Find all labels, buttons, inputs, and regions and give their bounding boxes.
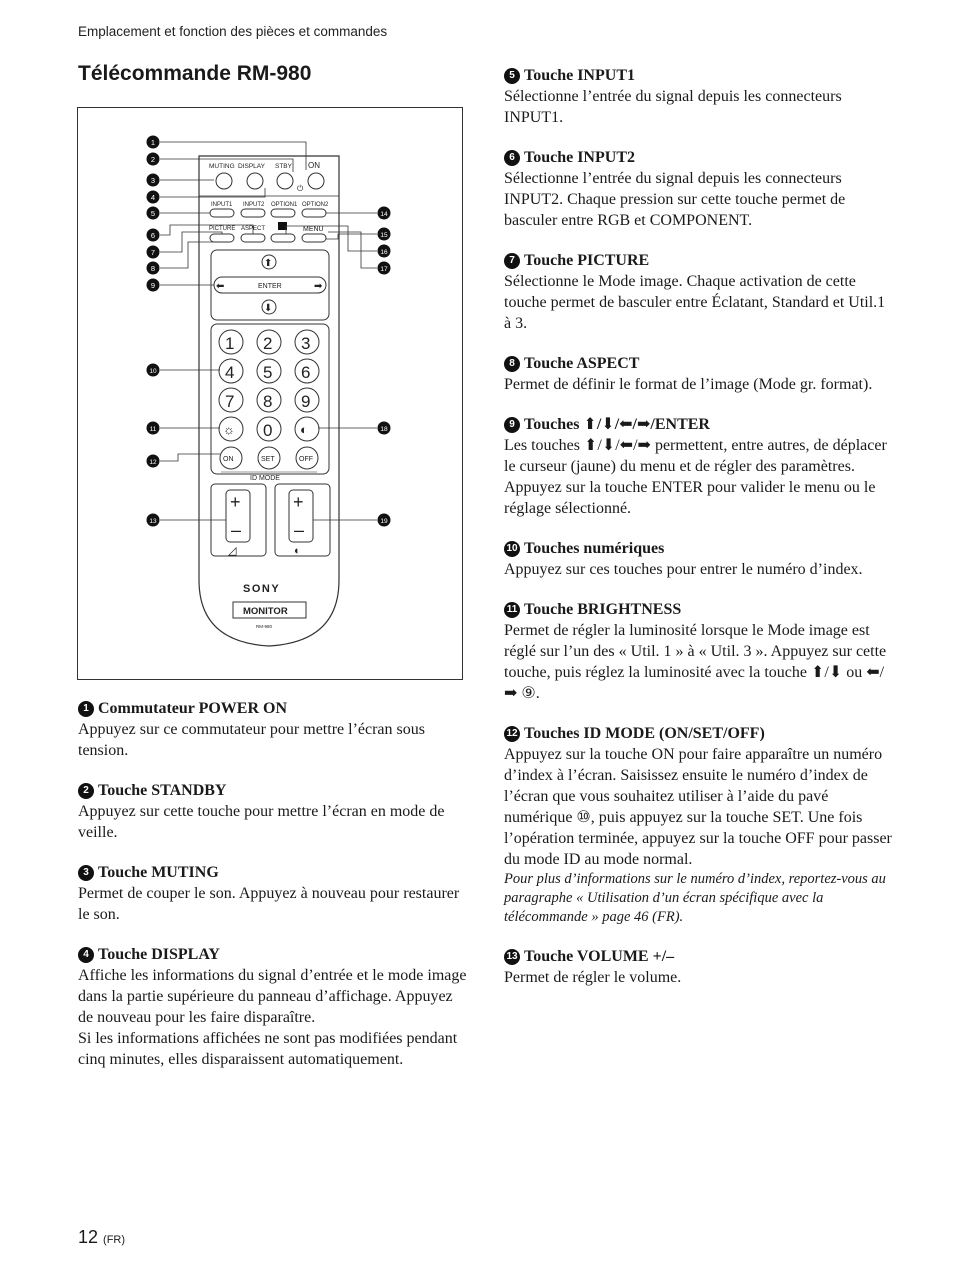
- digit-key: 8: [263, 392, 273, 411]
- page-number: [78, 1227, 125, 1248]
- item-standby: [78, 780, 470, 843]
- input1-label: INPUT1: [211, 202, 233, 208]
- svg-text:10: 10: [149, 368, 157, 375]
- item-title: Touche INPUT2: [524, 149, 635, 166]
- digit-key: 0: [263, 421, 273, 440]
- minus-icon: –: [294, 520, 305, 540]
- item-body: Les touches ⬆/⬇/⬅/➡ permettent, entre autres, de déplacer le curseur (jaune) du menu et de régler des paramètres. Appuyez sur la touche ENTER pour valider le menu ou le réglage sélectionné.: [504, 437, 887, 517]
- item-title: Touche BRIGHTNESS: [524, 601, 682, 618]
- option2-label: OPTION2: [302, 202, 329, 208]
- item-title: Touche INPUT1: [524, 67, 635, 84]
- item-title: Touche MUTING: [98, 864, 219, 881]
- svg-text:1: 1: [150, 138, 156, 147]
- section-title: Télécommande RM-980: [78, 62, 312, 85]
- digit-key: 4: [225, 363, 235, 382]
- svg-text:19: 19: [380, 518, 388, 525]
- digit-key: 9: [301, 392, 311, 411]
- item-aspect: [504, 353, 896, 395]
- item-number-badge: 10: [504, 541, 520, 557]
- model-label: RM-980: [256, 624, 273, 629]
- page-number-value: 12: [78, 1227, 99, 1247]
- svg-text:4: 4: [150, 193, 156, 202]
- item-display: [78, 944, 470, 1070]
- item-title: Touche ASPECT: [524, 355, 640, 372]
- on-label: ON: [308, 161, 320, 170]
- item-body: Sélectionne le Mode image. Chaque activation de cette touche permet de basculer entre Éclatant, Standard et Util.1 à 3.: [504, 273, 886, 332]
- item-volume: [504, 946, 896, 988]
- input1-button[interactable]: [210, 209, 234, 217]
- item-body: Appuyez sur la touche ON pour faire apparaître un numéro d’index à l’écran. Saisissez ensuite le numéro d’index de l’écran que vous souhaitez utiliser à l’aide du pavé numérique ⑩, puis appuyez sur la touche SET. Une fois l’opération terminée, appuyez sur la touche OFF pour passer du mode ID au mode normal.: [504, 746, 892, 868]
- item-input1: [504, 65, 896, 128]
- svg-text:12: 12: [149, 459, 157, 466]
- muting-label: MUTING: [209, 163, 235, 170]
- arrow-left-icon: ⬅: [216, 281, 225, 292]
- id-set-label: SET: [261, 456, 275, 463]
- sony-logo: SONY: [243, 583, 281, 595]
- volume-icon: ◿: [228, 545, 237, 557]
- arrow-down-icon: ⬇: [264, 303, 273, 314]
- item-body: Appuyez sur ces touches pour entrer le numéro d’index.: [504, 561, 863, 578]
- item-number-badge: 2: [78, 783, 94, 799]
- digit-key: 5: [263, 363, 273, 382]
- item-number-badge: 9: [504, 417, 520, 433]
- left-column: [78, 698, 470, 1089]
- svg-text:11: 11: [149, 426, 157, 433]
- arrow-up-icon: ⬆: [264, 258, 273, 269]
- power-on-button[interactable]: [308, 173, 324, 189]
- monitor-label: MONITOR: [243, 606, 288, 617]
- input2-label: INPUT2: [243, 202, 265, 208]
- svg-text:9: 9: [150, 281, 156, 290]
- item-body: Permet de définir le format de l’image (Mode gr. format).: [504, 376, 873, 393]
- stby-button[interactable]: [277, 173, 293, 189]
- item-number-badge: 11: [504, 602, 520, 618]
- option2-button[interactable]: [302, 209, 326, 217]
- display-button[interactable]: [247, 173, 263, 189]
- item-body: Sélectionne l’entrée du signal depuis les connecteurs INPUT1.: [504, 88, 842, 126]
- item-number-badge: 5: [504, 68, 520, 84]
- item-number-badge: 12: [504, 726, 520, 742]
- item-id-mode: [504, 723, 896, 927]
- item-title: Touche STANDBY: [98, 782, 227, 799]
- item-title: Touche VOLUME +/–: [524, 948, 675, 965]
- contrast-icon: ◐: [294, 545, 301, 557]
- item-body: Permet de couper le son. Appuyez à nouveau pour restaurer le son.: [78, 885, 460, 923]
- svg-text:2: 2: [150, 155, 156, 164]
- right-column: [504, 65, 896, 1007]
- power-icon: ⏻: [297, 184, 304, 193]
- item-body-extra: Si les informations affichées ne sont pas modifiées pendant cinq minutes, elles disparaissent automatiquement.: [78, 1030, 458, 1068]
- aspect-label: ASPECT: [241, 226, 266, 232]
- item-title: Touches ID MODE (ON/SET/OFF): [524, 725, 765, 742]
- plus-icon: +: [230, 492, 241, 512]
- option1-label: OPTION1: [271, 202, 298, 208]
- id-mode-label: ID MODE: [250, 475, 280, 482]
- item-title: Touches numériques: [524, 540, 665, 557]
- item-body: Permet de régler le volume.: [504, 969, 682, 986]
- svg-text:7: 7: [150, 248, 156, 257]
- item-number-badge: 1: [78, 701, 94, 717]
- svg-text:15: 15: [380, 232, 388, 239]
- svg-text:5: 5: [150, 209, 156, 218]
- svg-text:16: 16: [380, 249, 388, 256]
- item-input2: [504, 147, 896, 231]
- enter-label: ENTER: [258, 283, 282, 290]
- item-number-badge: 4: [78, 947, 94, 963]
- item-number-badge: 13: [504, 949, 520, 965]
- option-sub-button[interactable]: [271, 234, 295, 242]
- item-number-badge: 7: [504, 253, 520, 269]
- item-title: Commutateur POWER ON: [98, 700, 288, 717]
- svg-text:6: 6: [150, 231, 156, 240]
- digit-key: 7: [225, 392, 235, 411]
- svg-text:14: 14: [380, 211, 388, 218]
- item-title: Touche DISPLAY: [98, 946, 220, 963]
- input2-button[interactable]: [241, 209, 265, 217]
- item-title: Touche PICTURE: [524, 252, 650, 269]
- digit-key: 1: [225, 334, 235, 353]
- stby-label: STBY: [275, 163, 292, 170]
- svg-text:17: 17: [380, 266, 388, 273]
- digit-key: 2: [263, 334, 273, 353]
- item-number-badge: 3: [78, 865, 94, 881]
- item-numeric-keys: [504, 538, 896, 580]
- item-number-badge: 8: [504, 356, 520, 372]
- svg-text:3: 3: [150, 176, 156, 185]
- remote-illustration: [78, 108, 464, 681]
- item-body: Affiche les informations du signal d’entrée et le mode image dans la partie supérieure du panneau d’affichage. Appuyez de nouveau pour les faire disparaître.: [78, 967, 467, 1026]
- brightness-icon: ☼: [223, 422, 235, 437]
- arrow-right-icon: ➡: [314, 281, 323, 292]
- item-note: Pour plus d’informations sur le numéro d’index, reportez-vous au paragraphe « Utilisation d’un écran spécifique avec la télécommande » page 46 (FR).: [504, 871, 886, 925]
- digit-key: 3: [301, 334, 311, 353]
- page-language: (FR): [103, 1234, 126, 1246]
- menu-label: MENU: [303, 226, 324, 233]
- item-number-badge: 6: [504, 150, 520, 166]
- display-label: DISPLAY: [238, 163, 265, 170]
- item-title: Touches ⬆/⬇/⬅/➡/ENTER: [524, 416, 710, 433]
- minus-icon: –: [231, 520, 242, 540]
- item-arrows-enter: [504, 414, 896, 519]
- item-body: Appuyez sur cette touche pour mettre l’écran en mode de veille.: [78, 803, 445, 841]
- muting-button[interactable]: [216, 173, 232, 189]
- item-picture: [504, 250, 896, 334]
- remote-figure: [77, 107, 463, 680]
- contrast-icon: ◐: [300, 422, 308, 437]
- running-head: Emplacement et fonction des pièces et commandes: [78, 24, 388, 39]
- item-body: Permet de régler la luminosité lorsque le Mode image est réglé sur l’un des « Util. 1 » à « Util. 3 ». Appuyez sur cette touche, puis réglez la luminosité avec la touche ⬆/⬇ ou ⬅/➡ ⑨.: [504, 622, 887, 702]
- aspect-button[interactable]: [241, 234, 265, 242]
- svg-text:13: 13: [149, 518, 157, 525]
- picture-button[interactable]: [210, 234, 234, 242]
- id-on-label: ON: [223, 456, 234, 463]
- option1-button[interactable]: [271, 209, 295, 217]
- item-muting: [78, 862, 470, 925]
- item-brightness: [504, 599, 896, 704]
- digit-key: 6: [301, 363, 311, 382]
- plus-icon: +: [293, 492, 304, 512]
- svg-text:8: 8: [150, 264, 156, 273]
- svg-text:18: 18: [380, 426, 388, 433]
- item-body: Sélectionne l’entrée du signal depuis les connecteurs INPUT2. Chaque pression sur cette touche permet de basculer entre RGB et COMPONENT.: [504, 170, 846, 229]
- menu-button[interactable]: [302, 234, 326, 242]
- id-off-label: OFF: [299, 456, 313, 463]
- item-power-on: [78, 698, 470, 761]
- picture-label: PICTURE: [209, 226, 236, 232]
- item-body: Appuyez sur ce commutateur pour mettre l’écran sous tension.: [78, 721, 425, 759]
